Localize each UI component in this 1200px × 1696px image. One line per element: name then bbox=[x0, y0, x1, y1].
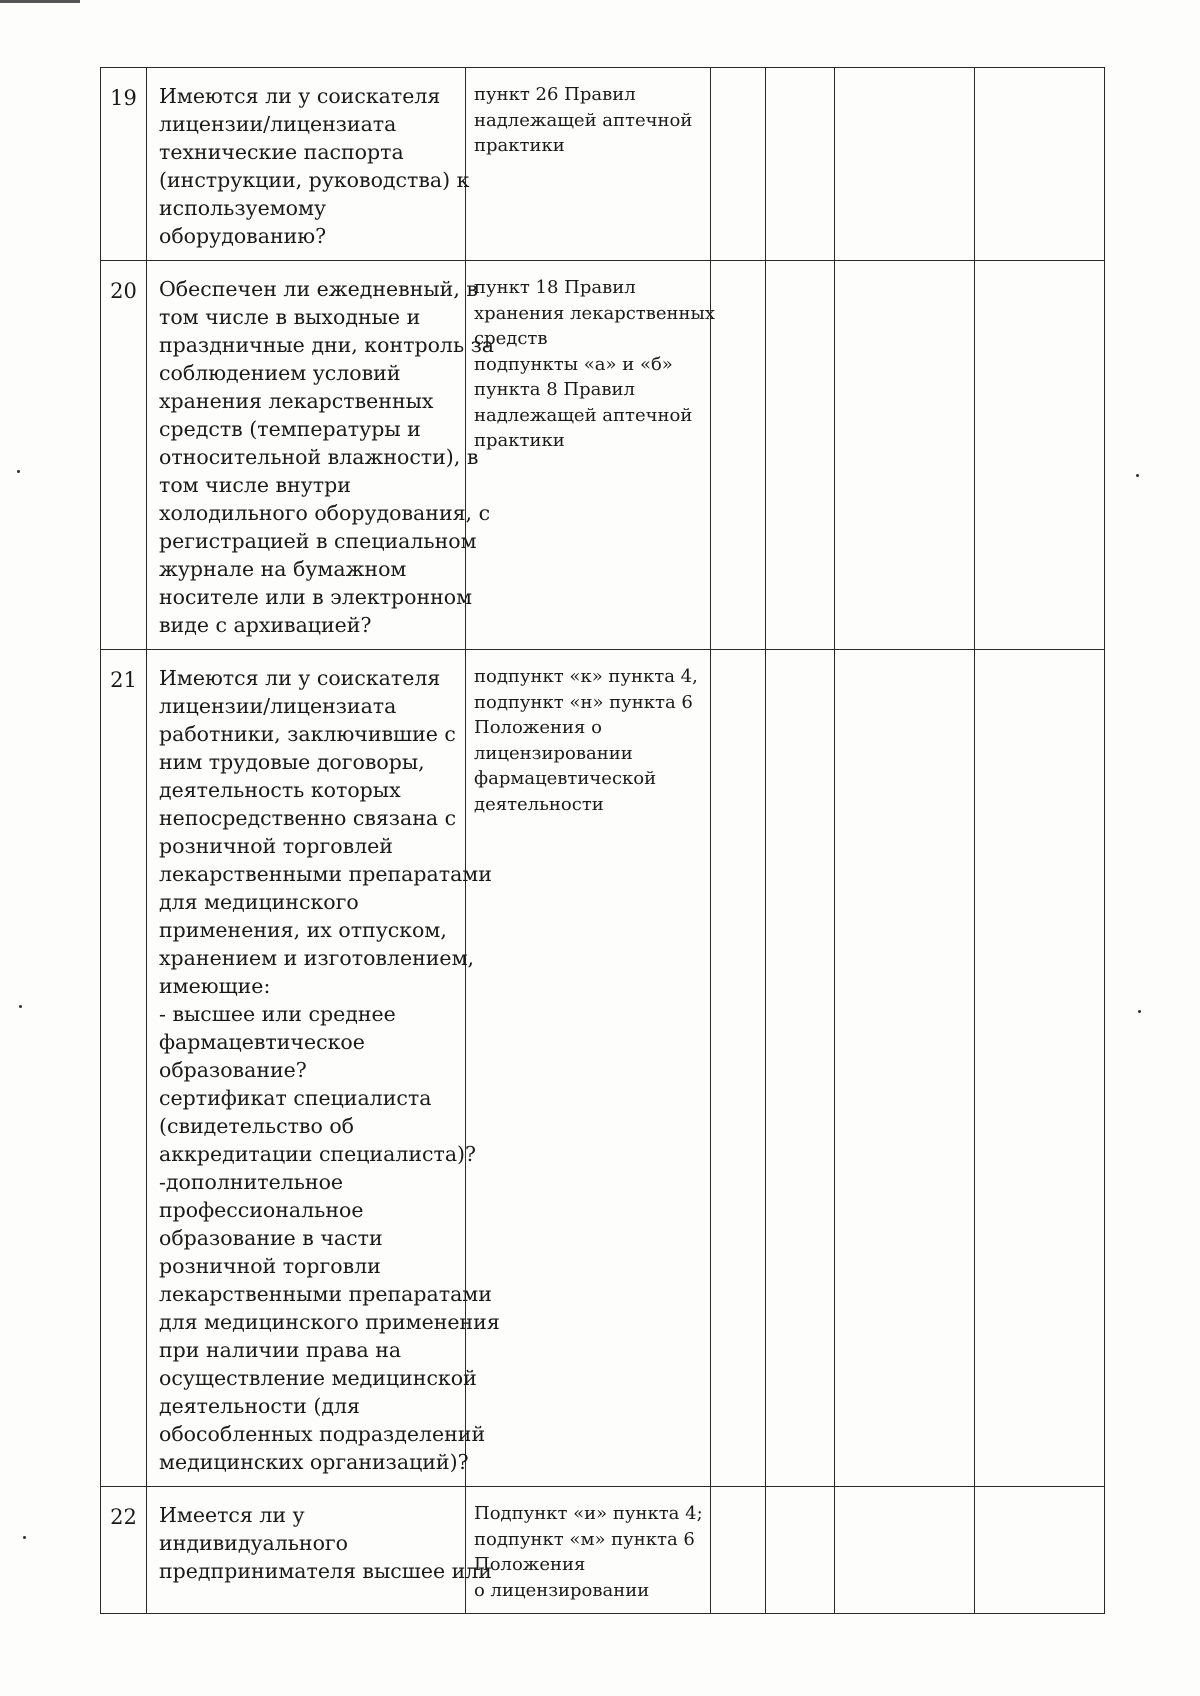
answer-na-cell bbox=[835, 1487, 975, 1614]
table-row bbox=[101, 1487, 1105, 1614]
reference-line: надлежащей аптечной bbox=[474, 404, 693, 426]
answer-yes-cell bbox=[711, 261, 766, 650]
question-line: сертификат специалиста bbox=[159, 1086, 432, 1110]
question-line: средств (температуры и bbox=[159, 417, 421, 441]
legal-reference bbox=[466, 68, 711, 261]
reference-line: деятельности bbox=[474, 793, 604, 815]
legal-reference bbox=[466, 261, 716, 650]
reference-line: подпункт «н» пункта 6 bbox=[474, 691, 693, 713]
question-line: для медицинского bbox=[159, 890, 359, 914]
reference-line: Положения bbox=[474, 1554, 586, 1575]
scan-speck bbox=[1138, 1010, 1141, 1013]
answer-no-cell bbox=[766, 650, 835, 1487]
scan-speck bbox=[1136, 474, 1139, 477]
question-line: индивидуального bbox=[159, 1531, 348, 1555]
reference-line: о лицензировании bbox=[474, 1579, 650, 1601]
reference-line: подпункт «м» пункта 6 bbox=[474, 1528, 695, 1550]
table-row bbox=[101, 68, 1105, 261]
question-line: образование? bbox=[159, 1058, 307, 1082]
legal-reference bbox=[466, 650, 711, 1487]
question-line: работники, заключившие с bbox=[159, 722, 456, 746]
notes-cell bbox=[975, 650, 1105, 1487]
question-line: лицензии/лицензиата bbox=[159, 694, 397, 718]
question-line: холодильного оборудования, с bbox=[159, 501, 491, 525]
question-line: обособленных подразделений bbox=[159, 1422, 486, 1446]
notes-cell bbox=[975, 1487, 1105, 1614]
question-line: розничной торговлей bbox=[159, 834, 393, 858]
answer-yes-cell bbox=[711, 1487, 766, 1614]
reference-line: пункт 26 Правил bbox=[474, 84, 636, 105]
question-line: -дополнительное bbox=[159, 1170, 344, 1194]
question-line: ним трудовые договоры, bbox=[159, 750, 425, 774]
question-line: деятельность которых bbox=[159, 778, 401, 802]
row-number: 19 bbox=[101, 68, 147, 261]
reference-line: лицензировании bbox=[474, 742, 633, 764]
reference-line: подпункт «к» пункта 4, bbox=[474, 666, 698, 687]
question-line: деятельности (для bbox=[159, 1394, 360, 1418]
question-line: носителе или в электронном bbox=[159, 585, 473, 609]
reference-line: подпункты «а» и «б» bbox=[474, 353, 673, 375]
requirement-question bbox=[147, 261, 495, 650]
reference-line: практики bbox=[474, 135, 565, 156]
question-line: имеющие: bbox=[159, 974, 271, 998]
question-line: применения, их отпуском, bbox=[159, 918, 447, 942]
reference-line: Положения о bbox=[474, 717, 602, 738]
reference-line: практики bbox=[474, 430, 565, 451]
question-line: оборудованию? bbox=[159, 224, 327, 248]
question-line: виде с архивацией? bbox=[159, 613, 372, 637]
row-number: 22 bbox=[101, 1487, 147, 1614]
reference-line: пункт 18 Правил bbox=[474, 277, 636, 298]
requirement-question bbox=[147, 68, 470, 261]
question-line: относительной влажности), в bbox=[159, 445, 479, 469]
question-line: (инструкции, руководства) к bbox=[159, 168, 470, 192]
question-line: профессиональное bbox=[159, 1198, 364, 1222]
reference-line: хранения лекарственных bbox=[474, 302, 716, 324]
question-line: лекарственными препаратами bbox=[159, 1282, 492, 1306]
reference-line: Подпункт «и» пункта 4; bbox=[474, 1503, 703, 1524]
question-line: Имеются ли у соискателя bbox=[159, 84, 441, 108]
question-line: фармацевтическое bbox=[159, 1030, 365, 1054]
row-number: 20 bbox=[101, 261, 147, 650]
table-row bbox=[101, 261, 1105, 650]
question-line: том числе внутри bbox=[159, 473, 351, 497]
answer-no-cell bbox=[766, 1487, 835, 1614]
question-line: технические паспорта bbox=[159, 140, 404, 164]
reference-line: надлежащей аптечной bbox=[474, 109, 693, 131]
question-line: используемому bbox=[159, 196, 327, 220]
question-line: розничной торговли bbox=[159, 1254, 381, 1278]
question-line: образование в части bbox=[159, 1226, 383, 1250]
question-line: медицинских организаций)? bbox=[159, 1450, 469, 1474]
question-line: лицензии/лицензиата bbox=[159, 112, 397, 136]
question-line: при наличии права на bbox=[159, 1338, 402, 1362]
scan-edge-mark bbox=[0, 0, 80, 3]
notes-cell bbox=[975, 261, 1105, 650]
scan-speck bbox=[23, 1536, 26, 1539]
question-line: журнале на бумажном bbox=[159, 557, 407, 581]
question-line: - высшее или среднее bbox=[159, 1002, 396, 1026]
reference-line: средств bbox=[474, 328, 548, 349]
question-line: непосредственно связана с bbox=[159, 806, 457, 830]
reference-line: пункта 8 Правил bbox=[474, 379, 635, 400]
question-line: хранением и изготовлением, bbox=[159, 946, 475, 970]
requirement-question bbox=[147, 1487, 492, 1614]
question-line: том числе в выходные и bbox=[159, 305, 421, 329]
question-line: регистрацией в специальном bbox=[159, 529, 477, 553]
question-line: Имеется ли у bbox=[159, 1503, 305, 1527]
question-line: соблюдением условий bbox=[159, 361, 401, 385]
table-row bbox=[101, 650, 1105, 1487]
question-line: осуществление медицинской bbox=[159, 1366, 477, 1390]
answer-yes-cell bbox=[711, 68, 766, 261]
question-line: (свидетельство об bbox=[159, 1114, 355, 1138]
question-line: лекарственными препаратами bbox=[159, 862, 492, 886]
question-line: праздничные дни, контроль за bbox=[159, 333, 495, 357]
answer-na-cell bbox=[835, 68, 975, 261]
answer-yes-cell bbox=[711, 650, 766, 1487]
row-number: 21 bbox=[101, 650, 147, 1487]
requirement-question bbox=[147, 650, 500, 1487]
scan-speck bbox=[17, 470, 20, 473]
question-line: для медицинского применения bbox=[159, 1310, 500, 1334]
question-line: хранения лекарственных bbox=[159, 389, 434, 413]
scan-speck bbox=[19, 1005, 22, 1008]
question-line: Имеются ли у соискателя bbox=[159, 666, 441, 690]
reference-line: фармацевтической bbox=[474, 768, 657, 789]
notes-cell bbox=[975, 68, 1105, 261]
answer-no-cell bbox=[766, 68, 835, 261]
answer-na-cell bbox=[835, 650, 975, 1487]
answer-na-cell bbox=[835, 261, 975, 650]
answer-no-cell bbox=[766, 261, 835, 650]
question-line: предпринимателя высшее или bbox=[159, 1559, 492, 1583]
question-line: аккредитации специалиста)? bbox=[159, 1142, 477, 1166]
question-line: Обеспечен ли ежедневный, в bbox=[159, 277, 478, 301]
legal-reference bbox=[466, 1487, 711, 1614]
checklist-table bbox=[100, 67, 1105, 1614]
